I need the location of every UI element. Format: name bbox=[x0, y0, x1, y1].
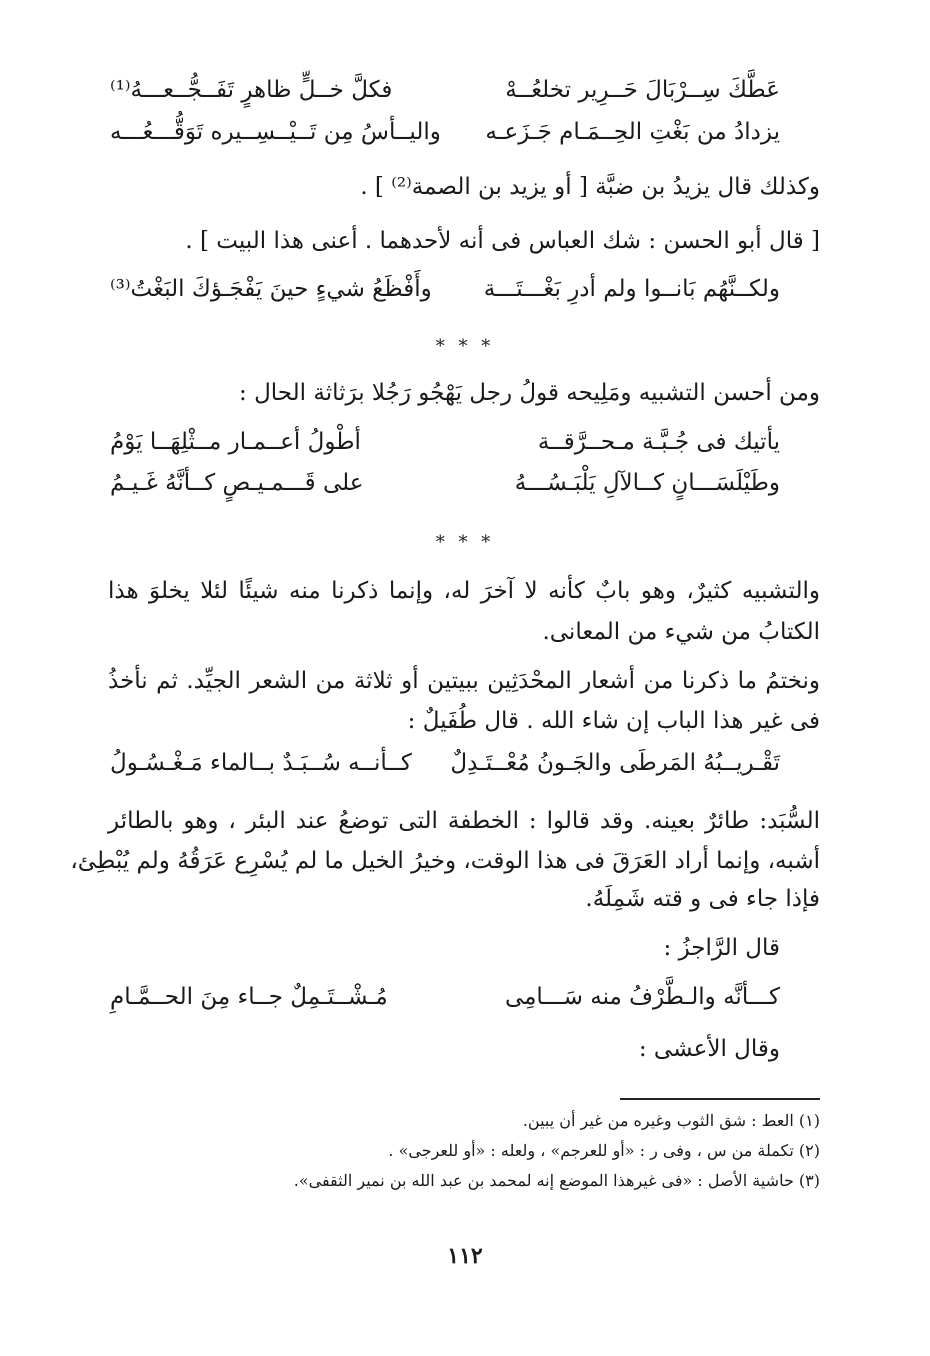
paragraph-subad-line-2: أشبه، وإنما أراد العَرَقَ فى هذا الوقت، وخيرُ الخيل ما لم يُسْرِع عَرَقُهُ ولم يُبْطِئ، bbox=[70, 848, 820, 874]
footnote-divider bbox=[620, 1098, 820, 1100]
paragraph-tashbih-line-2: الكتابُ من شيء من المعانى. bbox=[542, 619, 820, 645]
verse-3-second-hemistich: وأَفْظَعُ شيءٍ حينَ يَفْجَـؤكَ البَغْتُ⁽³⁾ bbox=[110, 276, 432, 302]
paragraph-asha: وقال الأعشى : bbox=[638, 1036, 780, 1062]
verse-4-second-hemistich: أطْولُ أعــمـار مــثْلِهَــا يَوْمُ bbox=[110, 429, 361, 455]
verse-2-first-hemistich: يزدادُ من بَغْتِ الحِــمَـام جَـزَعـه bbox=[485, 119, 780, 145]
verse-6-first-hemistich: تَقْـريــبُهُ المَرطَى والجَـونُ مُعْــتَـدِلٌ bbox=[450, 750, 780, 776]
paragraph-tashbih-line-1: والتشبيه كثيرٌ، وهو بابٌ كأنه لا آخرَ له، وإنما ذكرنا منه شيئًا لئلا يخلوَ هذا bbox=[108, 578, 820, 604]
verse-4-first-hemistich: يأتيك فى جُـبَّـة مـحــرَّقــة bbox=[537, 429, 780, 455]
paragraph-conclusion-line-1: ونختمُ ما ذكرنا من أشعار المحْدَثِين ببيتين أو ثلاثة من الشعر الجيِّد. ثم نأخذُ bbox=[108, 668, 820, 694]
verse-2-second-hemistich: واليــأسُ مِن تَــيْــسِــيره تَوَقُّـــعُـــه bbox=[110, 119, 441, 145]
verse-5-second-hemistich: على قَـــمـيـصٍ كــأنَّهُ غَـيـمُ bbox=[110, 470, 364, 496]
verse-1-second-hemistich: فكلَّ خــلٍّ ظاهرٍ تَفَــجُّــعـــهُ⁽¹⁾ bbox=[110, 77, 393, 103]
paragraph-subad-line-1: السُّبَد: طائرٌ بعينه. وقد قالوا : الخطفة التى توضعُ عند البئر ، وهو بالطائر bbox=[108, 808, 820, 834]
verse-7-first-hemistich: كـــأنَّه والـطَّرْفُ منه سَـــامِى bbox=[504, 984, 780, 1010]
footnote-3: (٣) حاشية الأصل : «فى غيرهذا الموضع إنه لمحمد بن عبد الله بن نمير الثقفى». bbox=[293, 1171, 820, 1190]
verse-5-first-hemistich: وطَيْلَسَـــانٍ كــالآلِ يَلْبَـسُـــهُ bbox=[514, 470, 780, 496]
footnote-1: (١) العط : شق الثوب وغيره من غير أن يبين. bbox=[522, 1111, 820, 1130]
paragraph-subad-line-3: فإذا جاء فى و قته شَمِلَهُ. bbox=[585, 886, 820, 912]
paragraph-tashbih-intro: ومن أحسن التشبيه ومَلِيحه قولُ رجل يَهْجُو رَجُلا برَثاثة الحال : bbox=[239, 380, 820, 406]
paragraph-abu-al-hasan: [ قال أبو الحسن : شك العباس فى أنه لأحدهما . أعنى هذا البيت ] . bbox=[185, 228, 820, 254]
page-number: ١١٢ bbox=[447, 1243, 483, 1269]
verse-3-first-hemistich: ولكــنَّهُم بَانــوا ولم أدرِ بَغْـــتَـــة bbox=[483, 276, 780, 302]
paragraph-yazid: وكذلك قال يزيدُ بن ضبَّة [ أو يزيد بن الصمة⁽²⁾ ] . bbox=[360, 174, 820, 200]
paragraph-conclusion-line-2: فى غير هذا الباب إن شاء الله . قال طُفَيلٌ : bbox=[407, 708, 820, 734]
footnote-2: (٢) تكملة من س ، وفى ر : «أو للعرجم» ، ولعله : «أو للعرجى» . bbox=[388, 1141, 820, 1160]
verse-7-second-hemistich: مُـشْــتَـمِلٌ جــاء مِنَ الحــمَّـامِ bbox=[110, 984, 388, 1010]
section-separator-1: * * * bbox=[435, 336, 495, 357]
paragraph-rajiz: قال الرَّاجزُ : bbox=[663, 935, 780, 961]
verse-6-second-hemistich: كــأنــه سُــبَـدٌ بــالماء مَـغْـسُـولُ bbox=[110, 750, 412, 776]
verse-1-first-hemistich: عَطَّكَ سِــرْبَالَ حَــرِير تخلعُــهْ bbox=[505, 77, 780, 103]
section-separator-2: * * * bbox=[435, 532, 495, 553]
